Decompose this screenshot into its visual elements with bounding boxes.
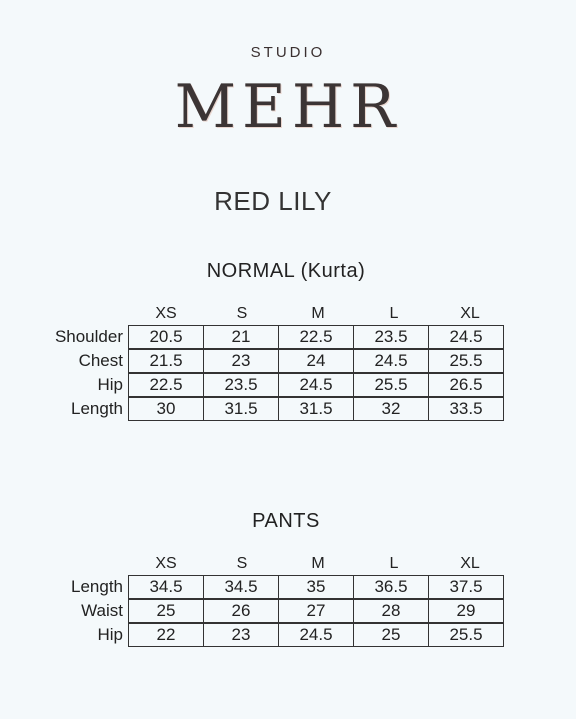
table-cell: 25.5 [428, 623, 504, 647]
table-cell: 24.5 [353, 349, 429, 373]
table-cell: 24.5 [278, 373, 354, 397]
table-cell: 36.5 [353, 575, 429, 599]
brand-studio-text: STUDIO [250, 44, 326, 61]
table-cell: 21.5 [128, 349, 204, 373]
table-cell: 22.5 [128, 373, 204, 397]
table-cell: 26.5 [428, 373, 504, 397]
brand-logo-name: MEHR [174, 72, 402, 142]
row-label: Shoulder [54, 327, 123, 346]
table-cell: 26 [203, 599, 279, 623]
table-cell: 24.5 [278, 623, 354, 647]
table-cell: 22.5 [278, 325, 354, 349]
table-cell: 31.5 [203, 397, 279, 421]
table-cell: 24 [278, 349, 354, 373]
table-cell: 23 [203, 623, 279, 647]
size-header-xs: XS [155, 555, 177, 572]
row-label: Waist [81, 601, 123, 620]
pants-section-title: PANTS [252, 510, 320, 532]
table-cell: 37.5 [428, 575, 504, 599]
row-label: Hip [97, 625, 123, 644]
table-cell: 25 [353, 623, 429, 647]
table-cell: 21 [203, 325, 279, 349]
table-cell: 22 [128, 623, 204, 647]
table-cell: 23.5 [203, 373, 279, 397]
size-header-xl: XL [460, 555, 480, 572]
table-cell: 31.5 [278, 397, 354, 421]
size-header-m: M [311, 305, 325, 322]
table-cell: 32 [353, 397, 429, 421]
table-cell: 33.5 [428, 397, 504, 421]
size-header-l: L [389, 305, 399, 322]
table-cell: 20.5 [128, 325, 204, 349]
row-label: Chest [78, 351, 123, 370]
kurta-section-title: NORMAL (Kurta) [206, 260, 366, 282]
table-cell: 34.5 [203, 575, 279, 599]
table-cell: 23 [203, 349, 279, 373]
table-cell: 27 [278, 599, 354, 623]
product-title: RED LILY [214, 186, 332, 216]
table-cell: 24.5 [428, 325, 504, 349]
size-header-xs: XS [155, 305, 177, 322]
table-cell: 30 [128, 397, 204, 421]
table-cell: 25.5 [428, 349, 504, 373]
row-label: Length [71, 399, 123, 418]
size-header-xl: XL [460, 305, 480, 322]
table-cell: 29 [428, 599, 504, 623]
row-label: Length [71, 577, 123, 596]
row-label: Hip [97, 375, 123, 394]
size-header-s: S [236, 555, 248, 572]
table-cell: 25.5 [353, 373, 429, 397]
table-cell: 28 [353, 599, 429, 623]
table-cell: 35 [278, 575, 354, 599]
size-header-l: L [389, 555, 399, 572]
table-cell: 25 [128, 599, 204, 623]
table-cell: 23.5 [353, 325, 429, 349]
size-header-s: S [236, 305, 248, 322]
table-cell: 34.5 [128, 575, 204, 599]
size-header-m: M [311, 555, 325, 572]
